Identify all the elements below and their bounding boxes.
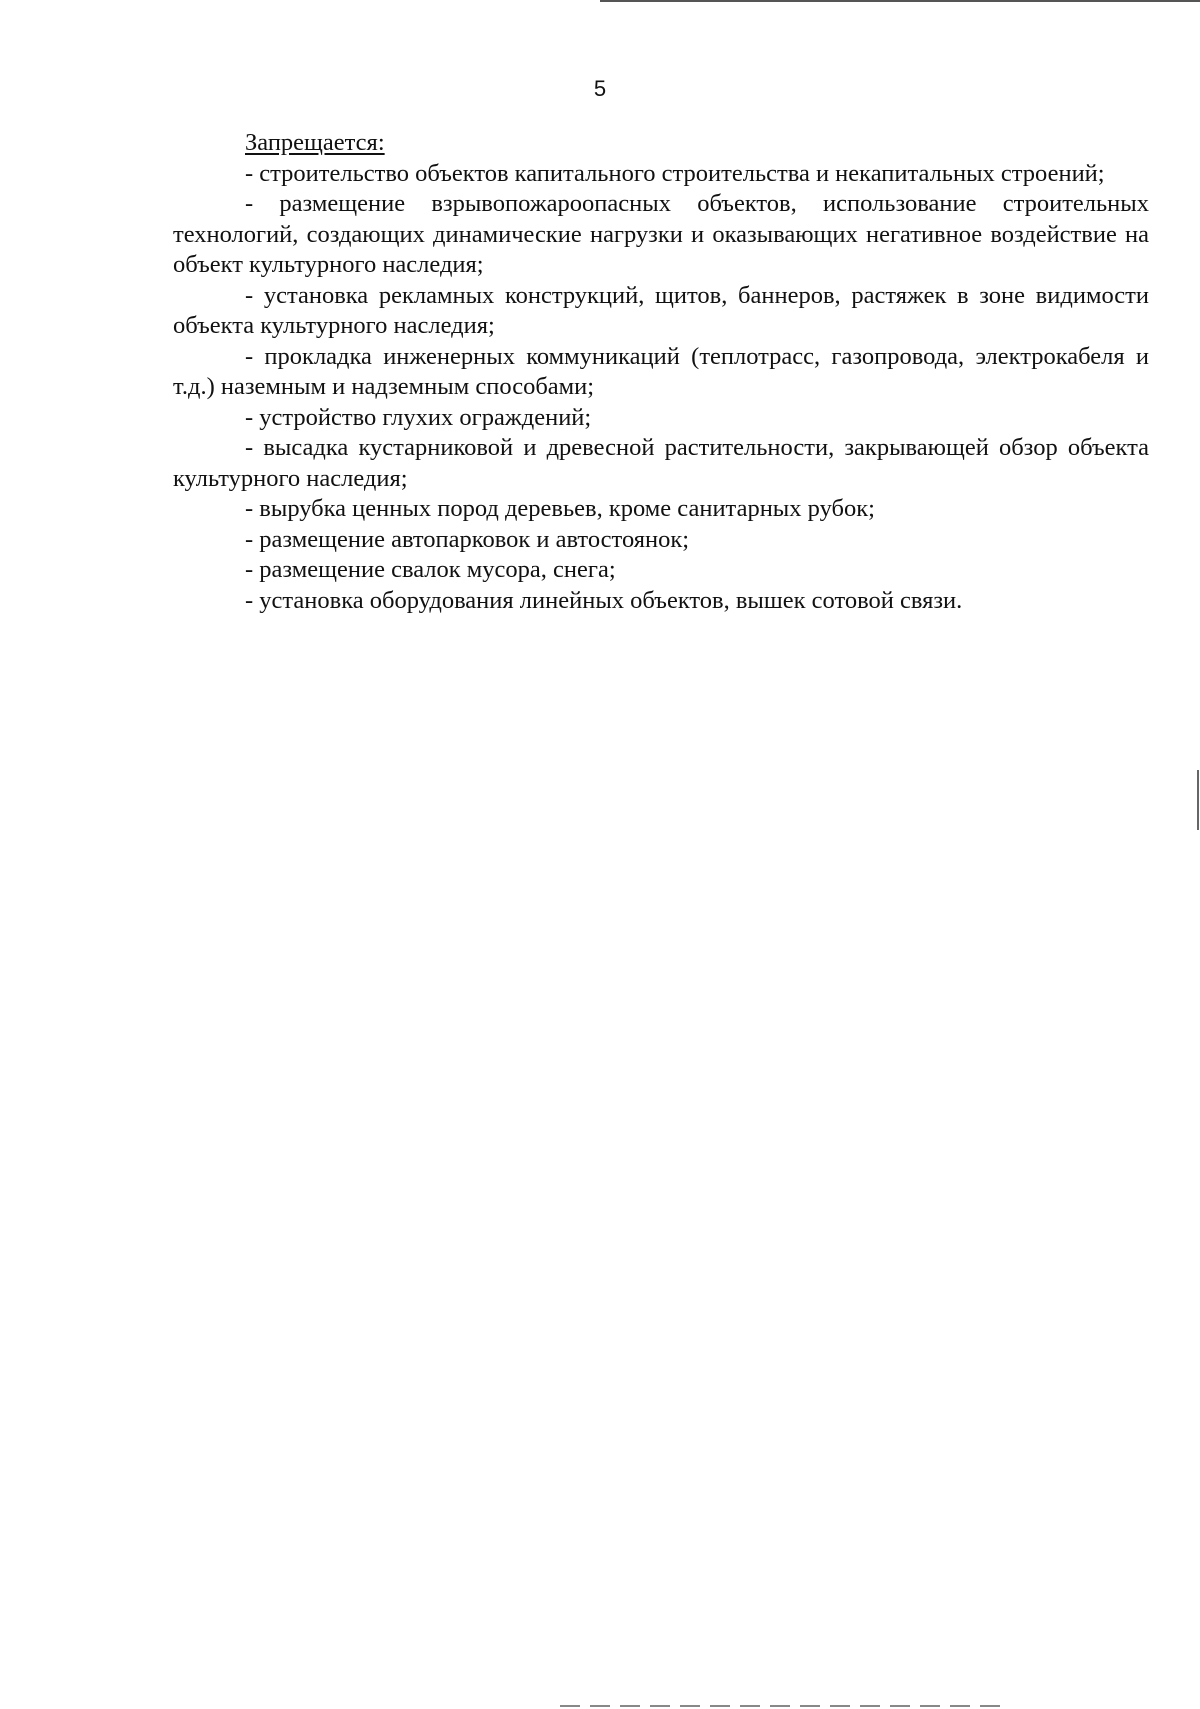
list-item: - вырубка ценных пород деревьев, кроме санитарных рубок;: [245, 495, 875, 522]
section-heading: Запрещается:: [245, 129, 385, 156]
section-heading-paragraph: [173, 128, 1149, 159]
page-number: 5: [593, 76, 607, 101]
list-item: - установка рекламных конструкций, щитов, баннеров, растяжек в зоне видимости объекта культурного наследия;: [173, 281, 1149, 339]
list-item: - высадка кустарниковой и древесной растительности, закрывающей обзор объекта культурного наследия;: [173, 434, 1149, 492]
list-item: - устройство глухих ограждений;: [245, 403, 592, 431]
list-item: - размещение взрывопожароопасных объектов, использование строительных технологий, создающих динамические нагрузки и оказывающих негативное воздействие на объект культурного наследия;: [173, 190, 1149, 278]
list-item: - размещение автопарковок и автостоянок;: [245, 525, 690, 553]
list-item: - размещение свалок мусора, снега;: [245, 556, 616, 583]
list-item: - установка оборудования линейных объектов, вышек сотовой связи.: [245, 586, 963, 614]
list-item: - строительство объектов капитального строительства и некапитальных строений;: [245, 159, 1105, 187]
scan-artifact-right-edge: [1197, 770, 1199, 830]
list-item: - прокладка инженерных коммуникаций (теплотрасс, газопровода, электрокабеля и т.д.) наземным и надземным способами;: [173, 342, 1149, 400]
scan-artifact-top-line: [600, 0, 1200, 2]
scan-artifact-bottom-line: [560, 1705, 1000, 1707]
document-body: [173, 128, 1149, 616]
